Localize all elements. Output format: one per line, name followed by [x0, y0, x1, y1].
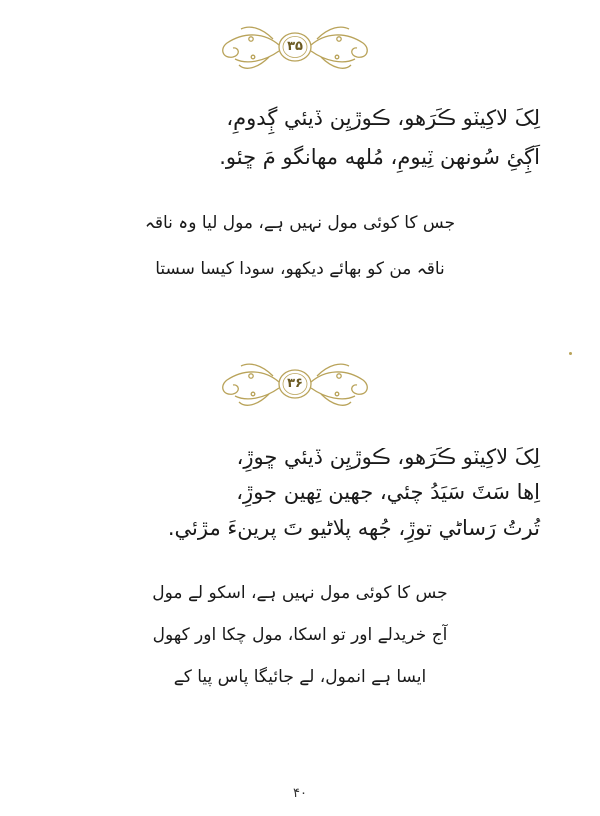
verse-36-sindhi-line-3: تُرتُ رَساڻي توڙِ، جُهه پلاڻيو تَ پرينءَ مڙئي. [167, 516, 540, 540]
page-speck [569, 352, 572, 355]
verse-35-urdu-line-1: جس کا کوئی مول نہیں ہے، مول لیا وہ ناقہ [144, 213, 456, 233]
verse-36-sindhi-line-1: لِکَ لاکِيٽو ڪَرَهو، ڪوڙيِن ڏيئي ڇوڙِ، [236, 445, 540, 469]
verse-35-sindhi-line-2: اَڳِئِ سُونهن ٽِيومِ، مُلهه مهانگو مَ ڇئو. [219, 145, 540, 169]
verse-36-sindhi-line-2: اِها سَٽَ سَيَدُ چئي، جهين تِهين جوڙِ، [236, 480, 540, 504]
verse-35-sindhi-line-1: لِکَ لاکِيٽو ڪَرَهو، ڪوڙيِن ڏيئي ڳِدومِ، [226, 106, 540, 130]
verse-35-urdu-line-2: ناقہ من کو بھائے دیکھو، سودا کیسا سستا [155, 259, 445, 279]
verse-36-urdu-line-2: آج خریدلے اور تو اسکا، مول چکا اور کھول [152, 625, 448, 645]
verse-36-urdu-line-3: ایسا ہے انمول، لے جائیگا پاس پیا کے [173, 667, 427, 687]
verse-35-ornament [205, 15, 385, 79]
verse-36-ornament [205, 352, 385, 416]
verse-35-number: ۳۵ [287, 38, 303, 54]
verse-36-urdu-line-1: جس کا کوئی مول نہیں ہے، اسکو لے مول [152, 583, 448, 603]
verse-36-number: ۳۶ [287, 375, 303, 391]
page-number: ۴۰ [293, 786, 307, 801]
